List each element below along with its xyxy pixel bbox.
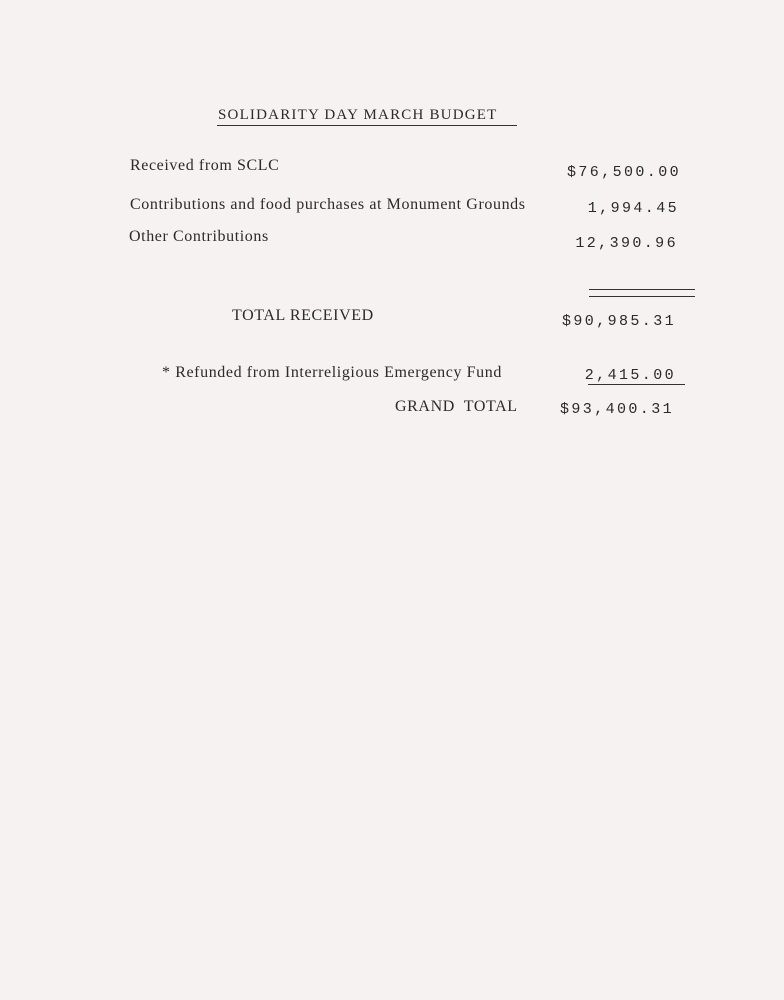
double-rule-top (589, 289, 695, 290)
item-label: Contributions and food purchases at Monument Grounds (130, 196, 526, 213)
refund-label: * Refunded from Interreligious Emergency Fund (162, 364, 502, 381)
grand-total-label: GRAND TOTAL (395, 398, 518, 415)
double-rule-bottom (589, 296, 695, 297)
item-label: Received from SCLC (130, 157, 280, 174)
total-received-label: TOTAL RECEIVED (232, 307, 374, 324)
total-received-amount: $90,985.31 (561, 313, 676, 330)
item-amount: 12,390.96 (575, 235, 678, 252)
item-label: Other Contributions (129, 228, 269, 245)
item-amount: $76,500.00 (566, 164, 681, 181)
grand-total-amount: $93,400.31 (559, 401, 674, 418)
document-title: SOLIDARITY DAY MARCH BUDGET (218, 107, 498, 123)
refund-amount: 2,415.00 (584, 367, 676, 384)
title-underline (217, 125, 517, 126)
item-amount: 1,994.45 (587, 200, 679, 217)
refund-underline (588, 384, 685, 385)
